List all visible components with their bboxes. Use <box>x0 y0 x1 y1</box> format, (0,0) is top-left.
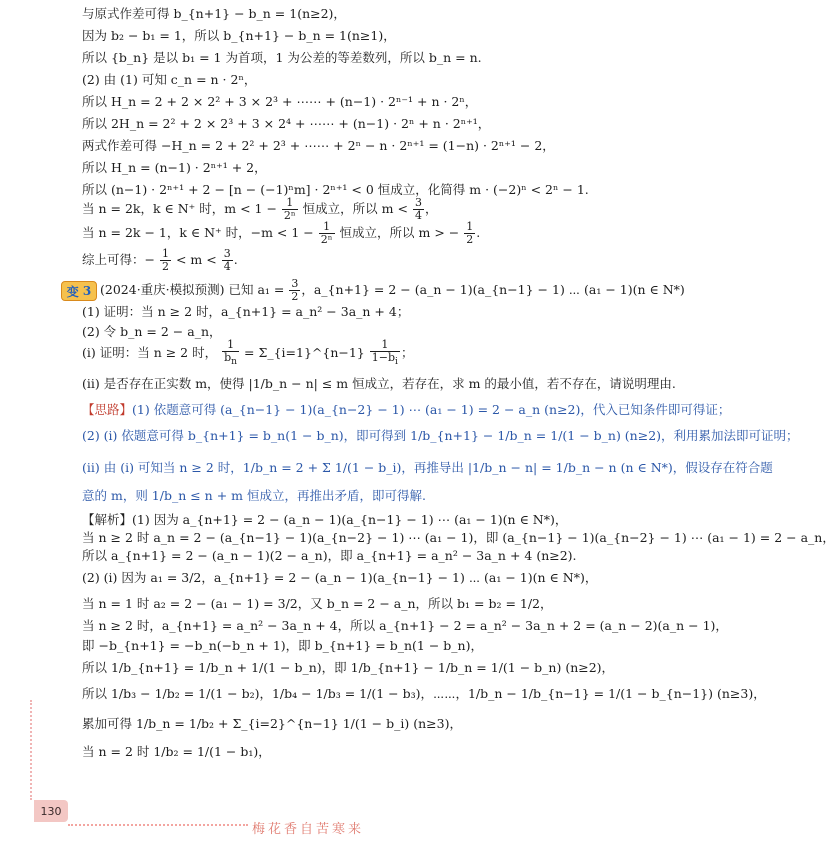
line-text: . <box>233 252 238 267</box>
fraction <box>464 221 475 246</box>
denominator: 4 <box>223 260 231 273</box>
thinking-line <box>82 402 730 418</box>
badge-number: 3 <box>82 284 92 298</box>
solution-line: 当 n ≥ 2 时 a_n = 2 − (a_{n−1} − 1)(a_{n−2} − 1) ⋯ (a₁ − 1)，即 (a_{n−1} − 1)(a_{n−2} − 1) ⋯ (a₁ − 1) = 2 − a_n， <box>82 530 835 545</box>
footer-divider <box>68 824 248 826</box>
solution-line: 即 −b_{n+1} = −b_n(−b_n + 1)，即 b_{n+1} = b_n(1 − b_n)， <box>82 638 483 653</box>
line-text: (2024·重庆·模拟预测) 已知 a₁ = <box>100 282 285 297</box>
line-text: (1) 因为 a_{n+1} = 2 − (a_n − 1)(a_{n−1} − 1) ⋯ (a₁ − 1)(n ∈ N*)， <box>132 512 568 527</box>
numerator: 3 <box>414 196 422 209</box>
text-line: 所以 2H_n = 2² + 2 × 2³ + 3 × 2⁴ + ⋯⋯ + (n−1) · 2ⁿ + n · 2ⁿ⁺¹， <box>82 116 491 131</box>
fraction <box>222 248 233 273</box>
denominator: 2 <box>466 233 474 246</box>
text-line <box>82 218 480 248</box>
text-line: 两式作差可得 −H_n = 2 + 2² + 2³ + ⋯⋯ + 2ⁿ − n · 2ⁿ⁺¹ = (1−n) · 2ⁿ⁺¹ − 2， <box>82 138 555 153</box>
numerator: 1 <box>370 339 400 352</box>
denominator: $b_n$ <box>224 350 238 368</box>
text-line: (2) 令 b_n = 2 − a_n， <box>82 324 222 339</box>
denominator: 2ⁿ <box>320 233 333 246</box>
line-text: 当 n = 2k，k ∈ N⁺ 时，m < 1 − <box>82 201 277 216</box>
line-text: 恒成立，所以 m > − <box>339 225 460 240</box>
fraction <box>222 339 239 368</box>
fraction <box>370 339 400 368</box>
numerator: 1 <box>282 197 298 210</box>
line-text: ； <box>400 345 414 360</box>
solution-line: 所以 a_{n+1} = 2 − (a_n − 1)(2 − a_n)，即 a_{n+1} = a_n² − 3a_n + 4 (n≥2). <box>82 548 577 563</box>
text-line: 因为 b₂ − b₁ = 1，所以 b_{n+1} − b_n = 1(n≥1)， <box>82 28 396 43</box>
footer-motto: 梅花香自苦寒来 <box>252 822 365 837</box>
numerator: 3 <box>223 247 231 260</box>
badge-label: 变 <box>66 284 79 299</box>
line-text: = Σ_{i=1}^{n−1} <box>244 345 365 360</box>
text-line <box>82 245 238 275</box>
line-text: ， <box>424 201 438 216</box>
problem-statement <box>100 275 685 305</box>
text-line <box>82 338 413 368</box>
solution-line: 所以 1/b_{n+1} = 1/b_n + 1/(1 − b_n)，即 1/b_{n+1} − 1/b_n = 1/(1 − b_n) (n≥2)， <box>82 660 615 675</box>
solution-line: (2) (i) 因为 a₁ = 3/2，a_{n+1} = 2 − (a_n − 1)(a_{n−1} − 1) ⋯ (a₁ − 1)(n ∈ N*)， <box>82 570 598 585</box>
line-text: . <box>476 225 481 240</box>
numerator: 1 <box>222 339 239 352</box>
solution-line: 累加可得 1/b_n = 1/b₂ + Σ_{i=2}^{n−1} 1/(1 − b_i) (n≥3)， <box>82 716 462 731</box>
line-text: 恒成立，所以 m < <box>302 201 408 216</box>
fraction <box>289 278 300 303</box>
numerator: 1 <box>319 221 335 234</box>
line-text: ，a_{n+1} = 2 − (a_n − 1)(a_{n−1} − 1) ⋯ (a₁ − 1)(n ∈ N*) <box>301 282 685 297</box>
fraction <box>160 248 171 273</box>
line-text: (1) 依题意可得 (a_{n−1} − 1)(a_{n−2} − 1) ⋯ (a₁ − 1) = 2 − a_n (n≥2)，代入已知条件即可得证； <box>132 402 731 417</box>
text-line: (1) 证明：当 n ≥ 2 时，a_{n+1} = a_n² − 3a_n + 4； <box>82 304 410 319</box>
thinking-label: 【思路】 <box>82 402 133 417</box>
line-text: (i) 证明：当 n ≥ 2 时， <box>82 345 218 360</box>
line-text: 当 n = 2k − 1，k ∈ N⁺ 时，−m < 1 − <box>82 225 314 240</box>
line-text: < m < <box>175 252 217 267</box>
solution-line: 当 n ≥ 2 时，a_{n+1} = a_n² − 3a_n + 4，所以 a_{n+1} − 2 = a_n² − 3a_n + 2 = (a_n − 2)(a_n − 1)， <box>82 618 728 633</box>
denominator: 2 <box>291 290 299 303</box>
solution-label: 【解析】 <box>82 512 133 527</box>
text-line: 所以 H_n = (n−1) · 2ⁿ⁺¹ + 2， <box>82 160 267 175</box>
denominator: 2 <box>161 260 169 273</box>
text-line: (2) 由 (1) 可知 c_n = n · 2ⁿ， <box>82 72 257 87</box>
denominator: 4 <box>414 209 422 222</box>
denominator: $1-b_i$ <box>371 350 398 368</box>
solution-line: 当 n = 2 时 1/b₂ = 1/(1 − b₁)， <box>82 744 271 759</box>
text-line: 所以 {b_n} 是以 b₁ = 1 为首项，1 为公差的等差数列，所以 b_n = n. <box>82 50 482 65</box>
numerator: 1 <box>161 247 169 260</box>
text-line: 与原式作差可得 b_{n+1} − b_n = 1(n≥2)， <box>82 6 346 21</box>
solution-line: 所以 1/b₃ − 1/b₂ = 1/(1 − b₂)，1/b₄ − 1/b₃ = 1/(1 − b₃)，⋯⋯，1/b_n − 1/b_{n−1} = 1/(1 − b_{n−1}) (n≥3)， <box>82 686 766 701</box>
thinking-line: (ii) 由 (i) 可知当 n ≥ 2 时，1/b_n = 2 + Σ 1/(1 − b_i)，再推导出 |1/b_n − n| = 1/b_n − n (n ∈ N*)，假设存在符合题 <box>82 460 773 475</box>
text-line: 所以 H_n = 2 + 2 × 2² + 3 × 2³ + ⋯⋯ + (n−1) · 2ⁿ⁻¹ + n · 2ⁿ， <box>82 94 478 109</box>
line-text: 综上可得：− <box>82 252 155 267</box>
numerator: 1 <box>466 220 474 233</box>
solution-line: 当 n = 1 时 a₂ = 2 − (a₁ − 1) = 3/2，又 b_n = 2 − a_n，所以 b₁ = b₂ = 1/2， <box>82 596 553 611</box>
text-line: 所以 (n−1) · 2ⁿ⁺¹ + 2 − [n − (−1)ⁿm] · 2ⁿ⁺¹ < 0 恒成立，化简得 m · (−2)ⁿ < 2ⁿ − 1. <box>82 182 589 197</box>
text-line: (ii) 是否存在正实数 m，使得 |1/b_n − n| ≤ m 恒成立，若存在，求 m 的最小值，若不存在，请说明理由. <box>82 376 676 391</box>
margin-decoration <box>30 700 34 800</box>
variant-badge <box>61 281 97 301</box>
page-number: 130 <box>34 800 68 822</box>
thinking-line: (2) (i) 依题意可得 b_{n+1} = b_n(1 − b_n)，即可得到 1/b_{n+1} − 1/b_n = 1/(1 − b_n) (n≥2)，利用累加法即可证明； <box>82 428 799 443</box>
numerator: 3 <box>291 277 299 290</box>
thinking-line: 意的 m，则 1/b_n ≤ n + m 恒成立，再推出矛盾，即可得解. <box>82 488 426 503</box>
fraction <box>319 221 335 246</box>
denominator: 2ⁿ <box>283 209 296 222</box>
solution-line <box>82 512 567 528</box>
